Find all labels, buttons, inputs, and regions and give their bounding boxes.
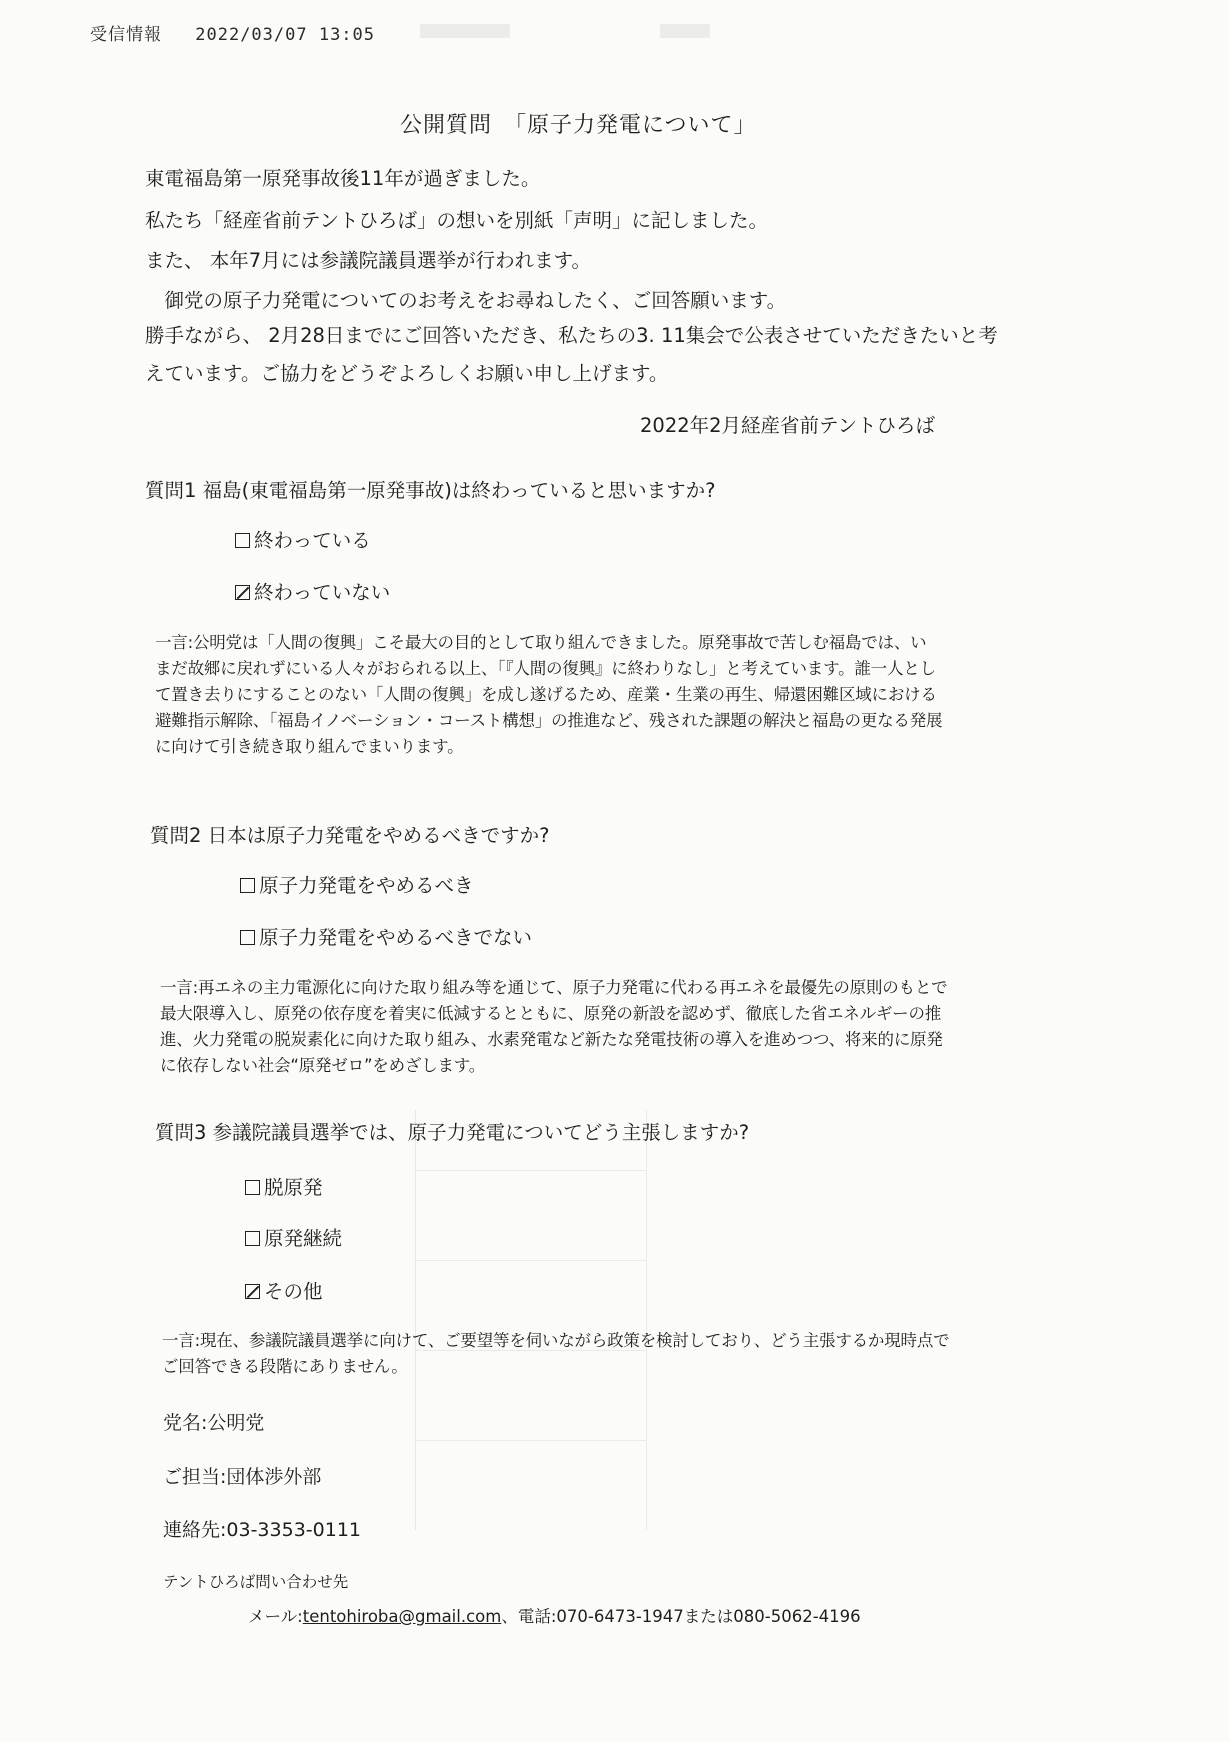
q3-option-continue-nuclear: 原発継続 — [245, 1223, 342, 1251]
q1-comment: 一言:公明党は「人間の復興」こそ最大の目的として取り組んできました。原発事故で苦しむ福島では、い まだ故郷に戻れずにいる人々がおられる以上、「『人間の復興』に終わりなし」と考えています。誰一人とし て置き去りにすることのない「人間の復興」を成し遂げるため、産業・生業の再生、帰還困難区域における 避難指示解除、「福島イノベーション・コースト構想」の推進など、残された課題の解決と福島の更なる発展 に向けて引き続き取り組んでまいります。 — [155, 633, 943, 756]
scan-smudge — [420, 24, 510, 38]
checkbox-unchecked-icon — [245, 1180, 260, 1195]
checkbox-unchecked-icon — [240, 878, 255, 893]
checkbox-unchecked-icon — [245, 1231, 260, 1246]
checkbox-checked-icon — [235, 585, 250, 600]
party-name: 党名:公明党 — [163, 1412, 265, 1434]
intro-line: 私たち「経産省前テントひろば」の想いを別紙「声明」に記しました。 — [145, 209, 769, 232]
contact-person: ご担当:団体渉外部 — [163, 1466, 322, 1488]
intro-line: 御党の原子力発電についてのお考えをお尋ねしたく、ご回答願います。 — [145, 289, 787, 312]
fax-received-header — [90, 20, 397, 45]
sender-signature: 2022年2月経産省前テントひろば — [640, 414, 936, 437]
scan-smudge — [660, 24, 710, 38]
checkbox-unchecked-icon — [240, 930, 255, 945]
question-1: 質問1 福島(東電福島第一原発事故)は終わっていると思いますか? — [145, 479, 716, 502]
q2-option-should-not-stop: 原子力発電をやめるべきでない — [240, 922, 532, 950]
q2-comment: 一言:再エネの主力電源化に向けた取り組み等を通じて、原子力発電に代わる再エネを最優先の原則のもとで 最大限導入し、原発の依存度を着実に低減するとともに、原発の新設を認めず、徹底した省エネルギーの推 進、火力発電の脱炭素化に向けた取り組み、水素発電など新たな発電技術の導入を進めつつ、将来的に原発 に依存しない社会“原発ゼロ”をめざします。 — [160, 978, 948, 1075]
q2-option-should-stop: 原子力発電をやめるべき — [240, 870, 474, 898]
intro-line: また、 本年7月には参議院議員選挙が行われます。 — [145, 249, 592, 272]
bleed-through-shadow — [415, 1110, 647, 1530]
q3-comment: 一言:現在、参議院議員選挙に向けて、ご要望等を伺いながら政策を検討しており、どう主張するか現時点で ご回答できる段階にありません。 — [162, 1331, 950, 1376]
intro-line: えています。ご協力をどうぞよろしくお願い申し上げます。 — [145, 362, 669, 385]
q3-option-no-nuclear: 脱原発 — [245, 1172, 323, 1200]
fax-received-datetime: 2022/03/07 13:05 — [195, 25, 376, 45]
checkbox-checked-icon — [245, 1284, 260, 1299]
inquiry-contact: メール:tentohiroba@gmail.com、電話:070-6473-1947または080-5062-4196 — [248, 1607, 861, 1626]
q1-option-finished: 終わっている — [235, 525, 371, 553]
fax-received-label: 受信情報 — [90, 25, 162, 45]
email-link[interactable]: tentohiroba@gmail.com — [302, 1607, 502, 1626]
intro-line: 勝手ながら、 2月28日までにご回答いただき、私たちの3. 11集会で公表させていただきたいと考 — [145, 324, 998, 347]
inquiry-heading: テントひろば問い合わせ先 — [163, 1573, 349, 1591]
intro-line: 東電福島第一原発事故後11年が過ぎました。 — [145, 167, 541, 190]
checkbox-unchecked-icon — [235, 533, 250, 548]
document-title: 公開質問 「原子力発電について」 — [400, 113, 757, 138]
q1-option-not-finished: 終わっていない — [235, 577, 390, 605]
question-2: 質問2 日本は原子力発電をやめるべきですか? — [150, 824, 550, 847]
contact-phone: 連絡先:03-3353-0111 — [163, 1519, 361, 1541]
question-3: 質問3 参議院議員選挙では、原子力発電についてどう主張しますか? — [155, 1121, 750, 1144]
q3-option-other: その他 — [245, 1276, 323, 1304]
